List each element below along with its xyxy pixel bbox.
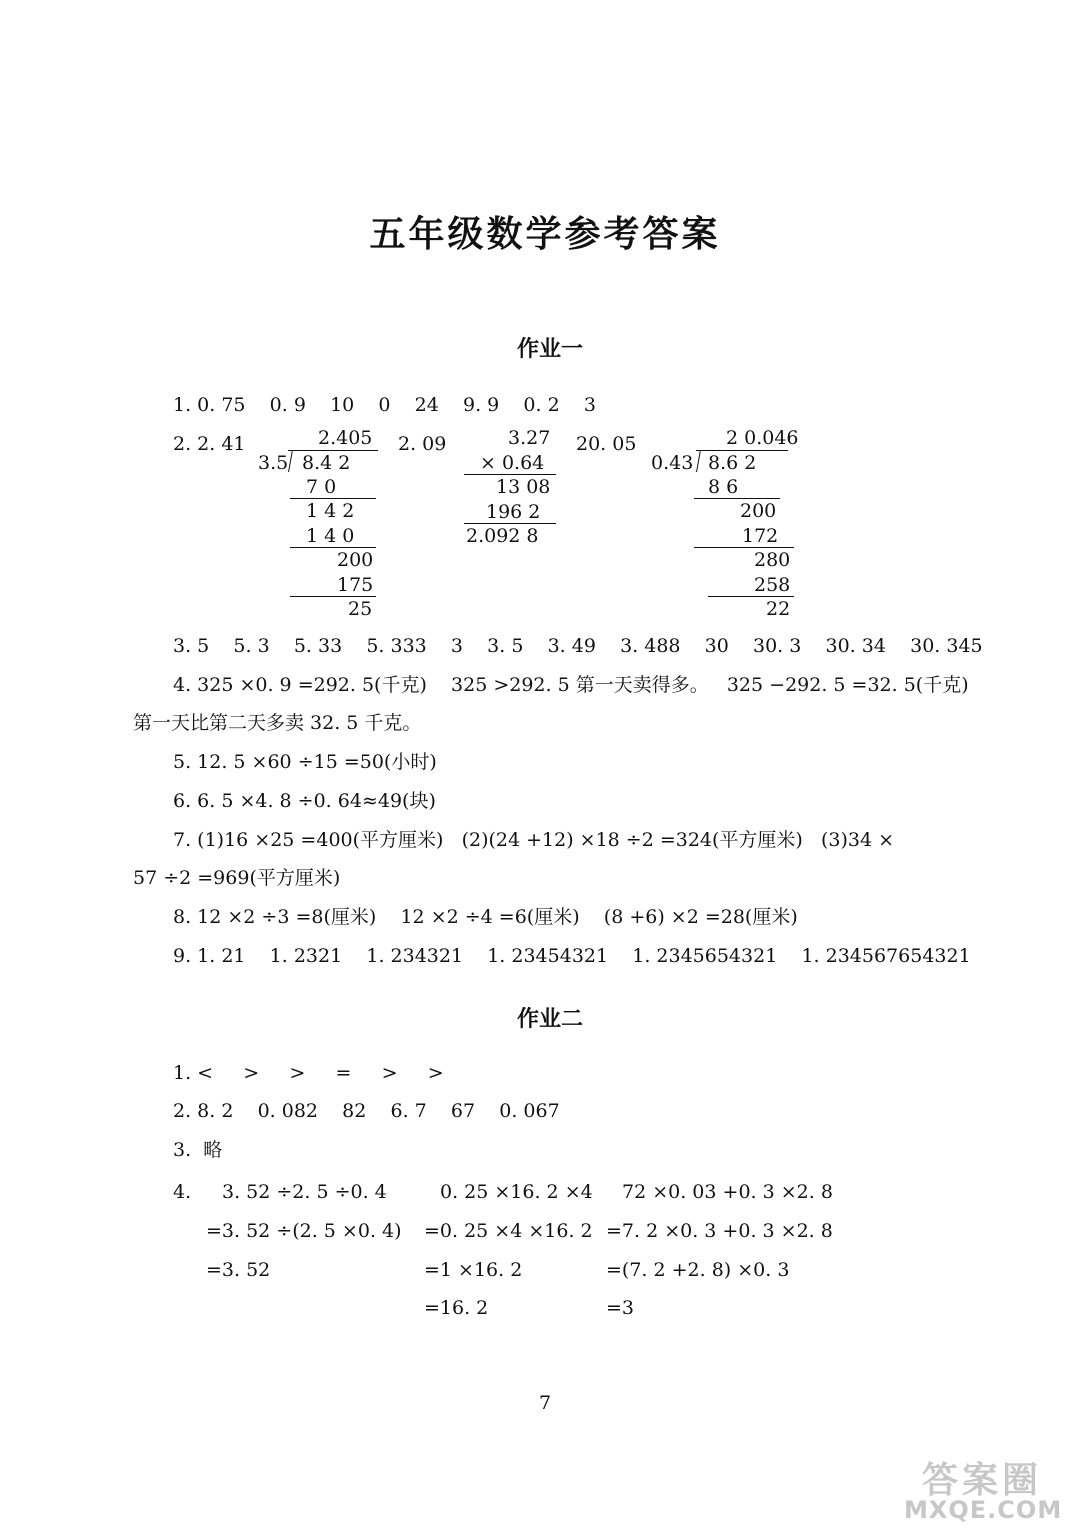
division-remainder: 22: [766, 598, 791, 620]
hw1-q3: 3. 5 5. 3 5. 33 5. 333 3 3. 5 3. 49 3. 488 30 30. 3 30. 34 30. 345: [173, 635, 983, 657]
division-quotient: 2 0.046: [726, 427, 799, 449]
division-divisor: 0.43: [651, 452, 694, 474]
hw2-q4-label: 4.: [173, 1181, 192, 1203]
division-step: 8 6: [708, 476, 739, 498]
division-dividend: 8.4 2: [302, 452, 351, 474]
division-step: 172: [742, 525, 779, 547]
hw1-q6: 6. 6. 5 ×4. 8 ÷0. 64≈49(块): [173, 790, 436, 812]
hw1-q4-line1: 4. 325 ×0. 9 =292. 5(千克) 325 >292. 5 第一天卖得多。 325 −292. 5 =32. 5(千克): [173, 674, 969, 696]
hw1-q9: 9. 1. 21 1. 2321 1. 234321 1. 23454321 1. 2345654321 1. 234567654321: [173, 945, 971, 967]
page-number: 7: [538, 1392, 552, 1414]
division-rule: [290, 498, 376, 499]
section-heading-hw1: 作业一: [516, 337, 583, 362]
division-bracket: [696, 450, 701, 472]
division-dividend: 8.6 2: [708, 452, 757, 474]
hw1-q7-line2: 57 ÷2 =969(平方厘米): [133, 867, 341, 889]
calc-step: =16. 2: [424, 1297, 489, 1319]
division-step: 200: [337, 549, 374, 571]
multiplier: × 0.64: [480, 452, 545, 474]
hw1-q4-line2: 第一天比第二天多卖 32. 5 千克。: [133, 712, 422, 734]
division-step: 175: [337, 574, 374, 596]
calc-step: =7. 2 ×0. 3 +0. 3 ×2. 8: [606, 1220, 833, 1242]
hw2-q2: 2. 8. 2 0. 082 82 6. 7 67 0. 067: [173, 1100, 560, 1122]
multiplication-rule: [464, 523, 556, 524]
division-bar: [696, 450, 788, 451]
multiplicand: 3.27: [508, 427, 551, 449]
division-step: 1 4 2: [306, 500, 355, 522]
division-step: 1 4 0: [306, 525, 355, 547]
calc-step: =(7. 2 +2. 8) ×0. 3: [606, 1259, 790, 1281]
product: 2.092 8: [466, 525, 539, 547]
division-bar: [288, 450, 378, 451]
watermark-text: 答案圈: [922, 1460, 1043, 1501]
watermark-url: MXQE.COM: [904, 1496, 1063, 1524]
hw1-q5: 5. 12. 5 ×60 ÷15 =50(小时): [173, 751, 437, 773]
calc-step: =3. 52 ÷(2. 5 ×0. 4): [206, 1220, 402, 1242]
hw1-q7-line1: 7. (1)16 ×25 =400(平方厘米) (2)(24 +12) ×18 ÷2 =324(平方厘米) (3)34 ×: [173, 829, 895, 851]
calc-step: 3. 52 ÷2. 5 ÷0. 4: [222, 1181, 387, 1203]
division-step: 258: [754, 574, 791, 596]
division-divisor: 3.5: [258, 452, 289, 474]
division-step: 200: [740, 500, 777, 522]
watermark-logo: [892, 1452, 1082, 1528]
partial-product: 196 2: [486, 501, 541, 523]
calc-step: 72 ×0. 03 +0. 3 ×2. 8: [622, 1181, 833, 1203]
division-quotient: 2.405: [318, 427, 373, 449]
section-heading-hw2: 作业二: [516, 1007, 583, 1032]
hw1-q2-answer-2: 2. 09: [398, 433, 447, 455]
division-rule: [290, 547, 376, 548]
hw2-q1: 1. < > > = > >: [173, 1062, 444, 1084]
division-bracket: [288, 450, 293, 472]
division-rule: [694, 547, 794, 548]
division-step: 7 0: [306, 476, 337, 498]
division-remainder: 25: [348, 598, 373, 620]
multiplication-rule: [464, 474, 556, 475]
calc-step: 0. 25 ×16. 2 ×4: [440, 1181, 593, 1203]
division-rule: [694, 498, 780, 499]
hw1-q2-label: 2. 2. 41: [173, 433, 246, 455]
calc-step: =3. 52: [206, 1259, 271, 1281]
hw1-q8: 8. 12 ×2 ÷3 =8(厘米) 12 ×2 ÷4 =6(厘米) (8 +6) ×2 =28(厘米): [173, 906, 798, 928]
calc-step: =3: [606, 1297, 635, 1319]
page-title: 五年级数学参考答案: [369, 213, 721, 255]
hw1-q2-answer-3: 20. 05: [576, 433, 637, 455]
calc-step: =1 ×16. 2: [424, 1259, 523, 1281]
division-step: 280: [754, 549, 791, 571]
calc-step: =0. 25 ×4 ×16. 2: [424, 1220, 593, 1242]
division-rule: [708, 596, 794, 597]
division-rule: [290, 596, 376, 597]
partial-product: 13 08: [496, 476, 551, 498]
hw1-q1: 1. 0. 75 0. 9 10 0 24 9. 9 0. 2 3: [173, 394, 596, 416]
hw2-q3: 3. 略: [173, 1139, 223, 1161]
